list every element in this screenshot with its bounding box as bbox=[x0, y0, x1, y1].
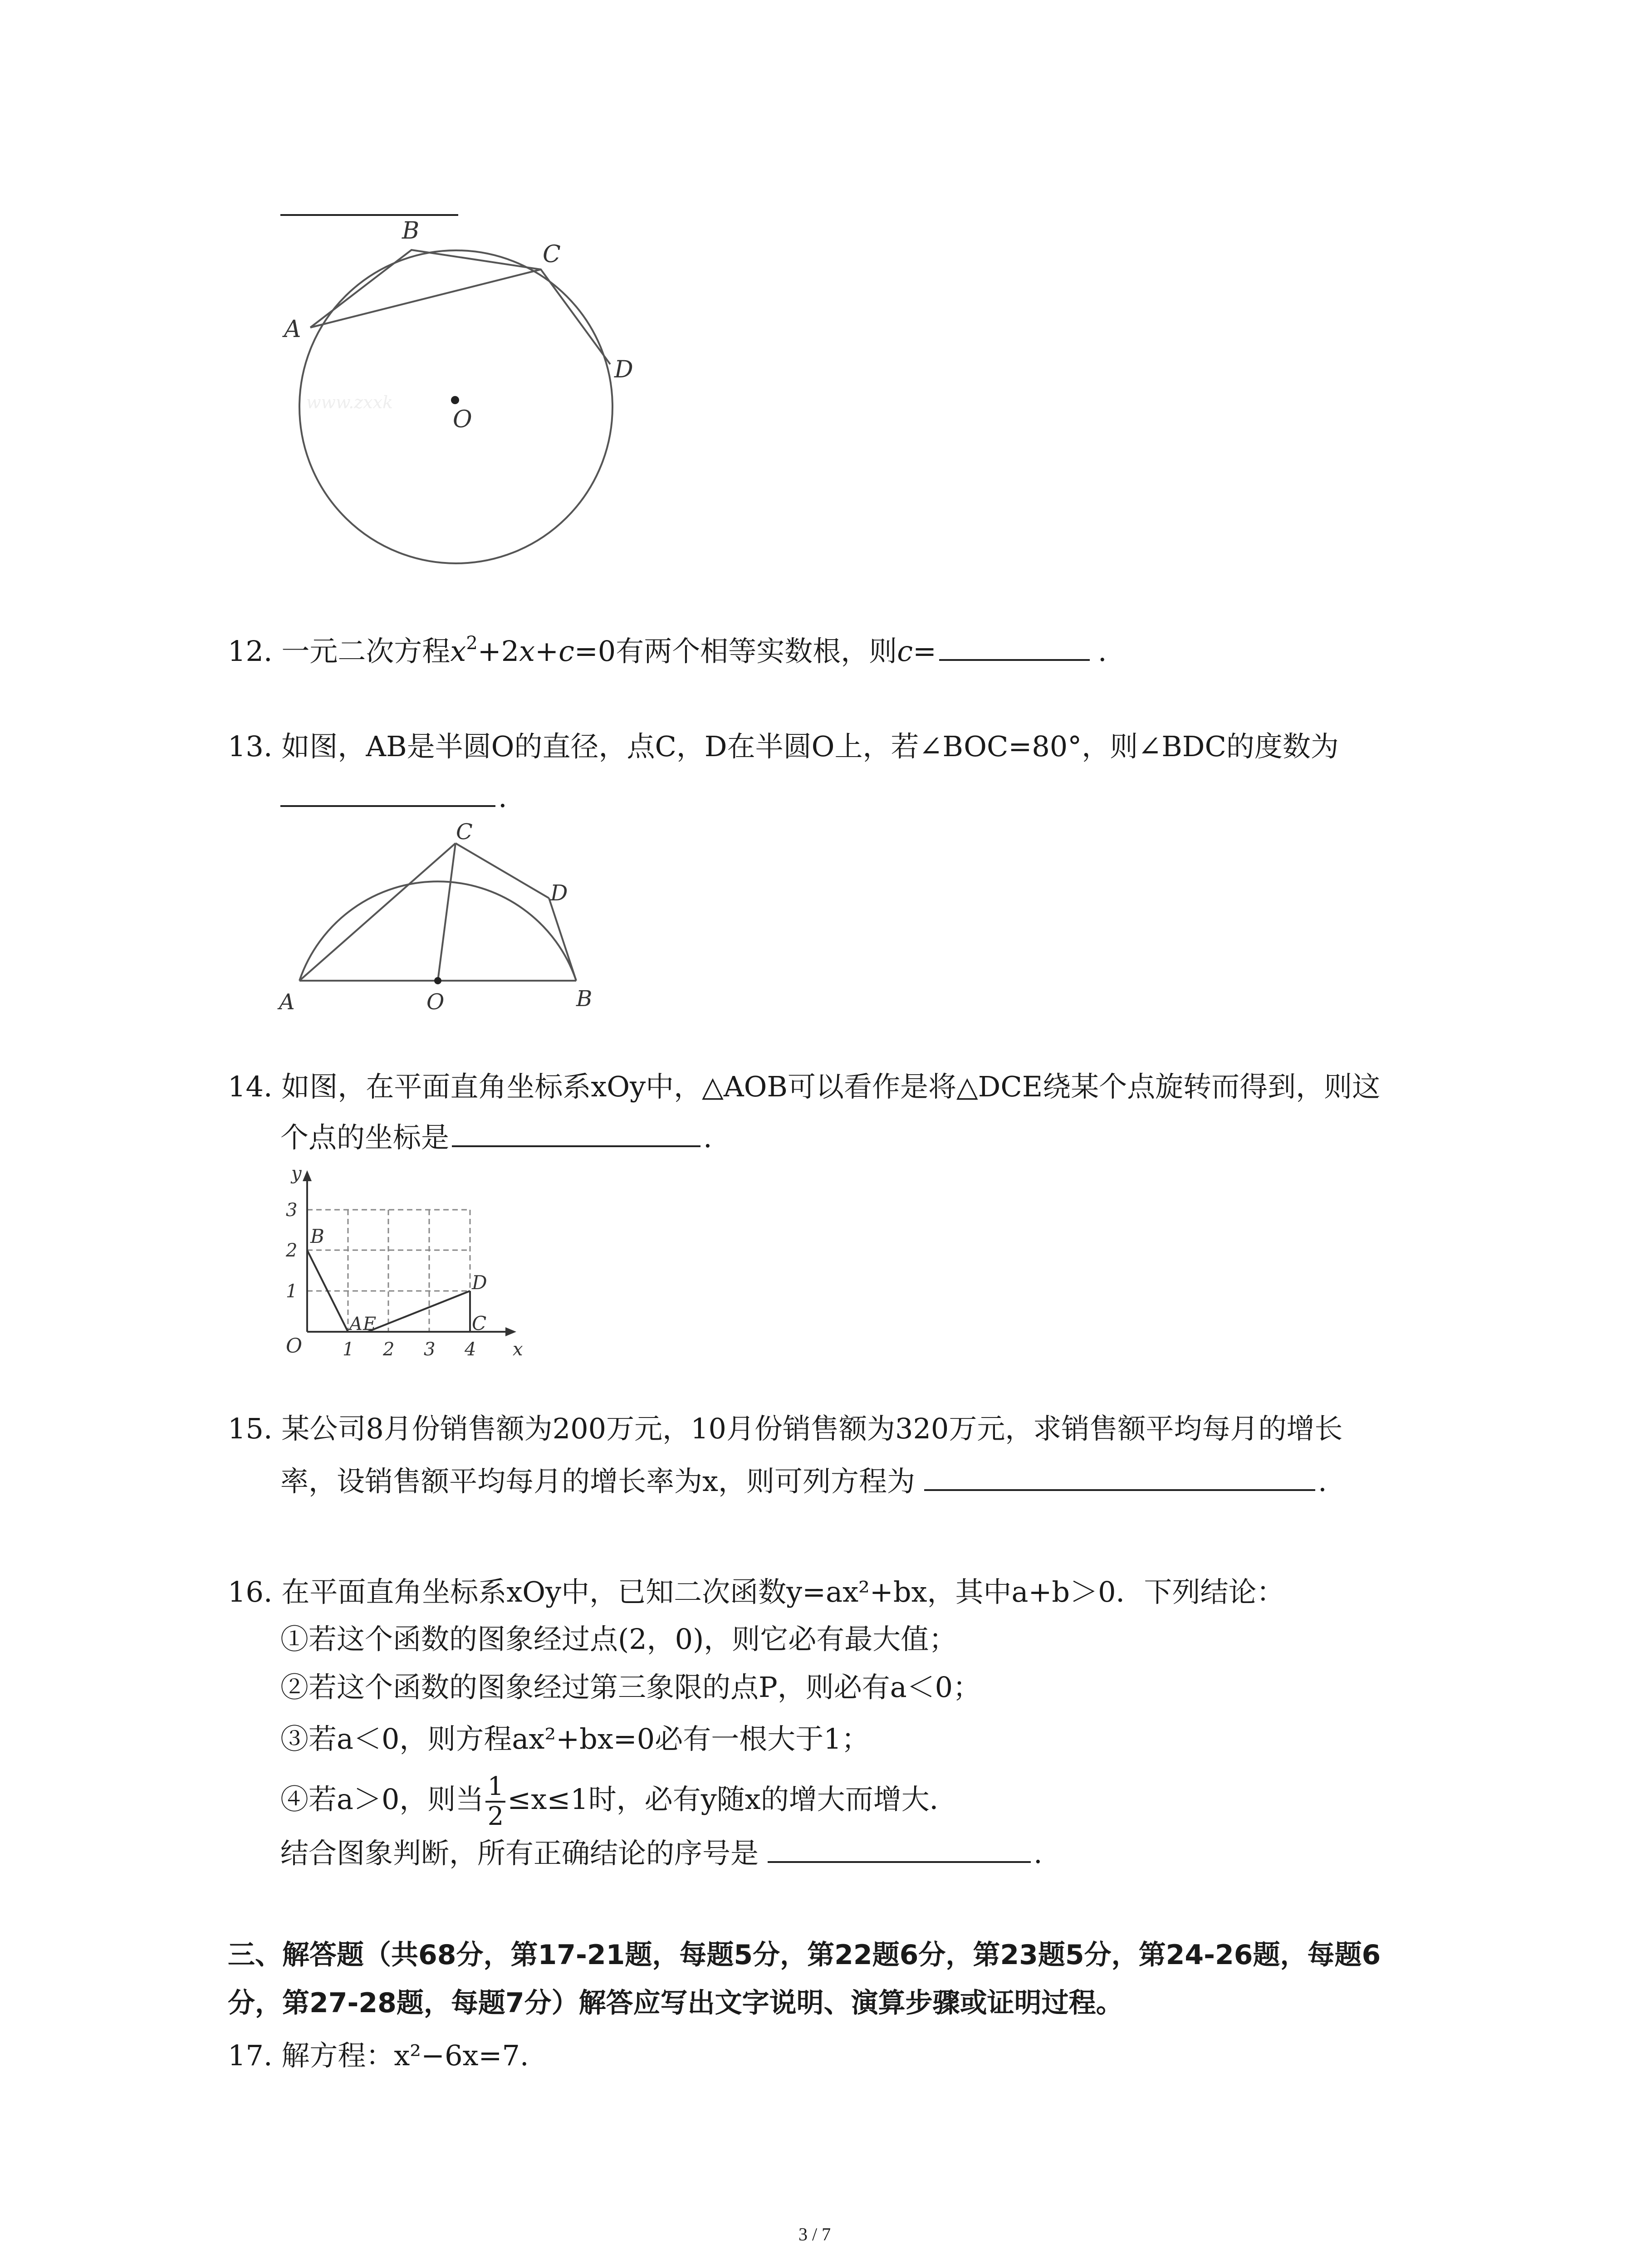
y-tick-1: 1 bbox=[286, 1281, 298, 1302]
label-a: A bbox=[279, 989, 295, 1015]
chord-cd bbox=[456, 843, 549, 898]
q12-text: =0有两个相等实数根，则 bbox=[574, 635, 897, 668]
x-axis-arrow bbox=[505, 1327, 516, 1336]
q12-text: + bbox=[535, 635, 559, 668]
q15-end: . bbox=[1318, 1465, 1327, 1498]
q16-conclusion bbox=[280, 1835, 1043, 1872]
x-tick-3: 3 bbox=[424, 1339, 436, 1360]
chord-db bbox=[549, 898, 576, 981]
answer-blank[interactable] bbox=[924, 1464, 1315, 1491]
chord-ac bbox=[299, 843, 456, 981]
label-o: O bbox=[453, 406, 472, 433]
page-number: 3 / 7 bbox=[798, 2224, 831, 2244]
question-13 bbox=[228, 728, 1339, 765]
x-tick-1: 1 bbox=[343, 1339, 354, 1360]
q14-line1: 如图，在平面直角坐标系xOy中，△AOB可以看作是将△DCE绕某个点旋转而得到，则这 bbox=[281, 1070, 1381, 1103]
label-c: C bbox=[456, 819, 473, 845]
q13-answer-line bbox=[280, 779, 507, 816]
q13-end: . bbox=[498, 781, 507, 814]
x-tick-4: 4 bbox=[465, 1339, 476, 1360]
label-a: A bbox=[284, 316, 301, 343]
denominator: 2 bbox=[487, 1802, 504, 1831]
q15-line2 bbox=[280, 1463, 1327, 1500]
q12-exponent: 2 bbox=[466, 633, 478, 654]
q12-var: x bbox=[450, 635, 466, 668]
axis-label-y: y bbox=[291, 1166, 302, 1184]
question-15 bbox=[228, 1411, 1342, 1447]
numerator: 1 bbox=[487, 1772, 504, 1801]
q17-text: 解方程：x²−6x=7. bbox=[281, 2039, 529, 2072]
q15-line1: 某公司8月份销售额为200万元，10月份销售额为320万元，求销售额平均每月的增长 bbox=[281, 1412, 1343, 1445]
answer-blank[interactable] bbox=[280, 780, 495, 807]
q16-end: . bbox=[1034, 1837, 1043, 1870]
section-heading: 三、解答题（共68分，第17-21题，每题5分，第22题6分，第23题5分，第24-26题，每题6 bbox=[228, 1939, 1381, 1971]
x-tick-2: 2 bbox=[383, 1339, 395, 1360]
question-number: 12. bbox=[228, 635, 273, 668]
q14-end: . bbox=[703, 1121, 712, 1154]
coordinate-figure bbox=[277, 1166, 531, 1365]
q12-var: c bbox=[558, 635, 574, 668]
question-14 bbox=[228, 1069, 1380, 1105]
q16-text: ≤x≤1时，必有y随x的增大而增大． bbox=[507, 1783, 958, 1816]
q16-item4 bbox=[280, 1773, 958, 1831]
answer-blank[interactable] bbox=[939, 634, 1090, 661]
label-o: O bbox=[426, 989, 445, 1015]
section-heading-cont: 分，第27-28题，每题7分）解答应写出文字说明、演算步骤或证明过程。 bbox=[228, 1987, 1123, 2019]
question-12 bbox=[228, 633, 1107, 670]
label-d: D bbox=[614, 356, 633, 383]
point-c: C bbox=[472, 1312, 487, 1334]
q16-item2: ②若这个函数的图象经过第三象限的点P，则必有a＜0； bbox=[280, 1671, 981, 1704]
label-b: B bbox=[576, 986, 593, 1012]
question-number: 16. bbox=[228, 1575, 273, 1608]
watermark: www.zxxk bbox=[306, 392, 393, 412]
q16-item1: ①若这个函数的图象经过点(2，0)，则它必有最大值； bbox=[280, 1623, 957, 1656]
point-a: A bbox=[349, 1314, 362, 1334]
q16-item3: ③若a＜0，则方程ax²+bx=0必有一根大于1； bbox=[280, 1722, 870, 1755]
y-tick-2: 2 bbox=[286, 1240, 298, 1261]
label-c: C bbox=[543, 241, 561, 268]
segment-ba bbox=[307, 1250, 348, 1332]
center-dot bbox=[434, 977, 441, 984]
point-e: E bbox=[363, 1314, 377, 1334]
semicircle-figure bbox=[272, 816, 617, 1021]
q16-line1: 在平面直角坐标系xOy中，已知二次函数y=ax²+bx，其中a+b＞0．下列结论： bbox=[281, 1575, 1285, 1608]
y-tick-3: 3 bbox=[286, 1200, 298, 1221]
q16-text: 结合图象判断，所有正确结论的序号是 bbox=[280, 1837, 759, 1870]
axis-label-x: x bbox=[513, 1339, 523, 1360]
label-d: D bbox=[550, 880, 568, 906]
question-number: 14. bbox=[228, 1070, 273, 1103]
q12-text: 一元二次方程 bbox=[281, 635, 451, 668]
dashed-grid bbox=[307, 1210, 470, 1332]
radius-oc bbox=[438, 843, 456, 981]
q12-text: = bbox=[912, 635, 936, 668]
q16-text: ④若a＞0，则当 bbox=[280, 1783, 484, 1816]
fraction-one-half bbox=[485, 1773, 505, 1831]
q13-line1: 如图，AB是半圆O的直径，点C，D在半圆O上，若∠BOC=80°，则∠BDC的度数为 bbox=[281, 730, 1339, 763]
label-b: B bbox=[402, 217, 420, 244]
y-axis-arrow bbox=[303, 1170, 312, 1181]
question-number: 15. bbox=[228, 1412, 273, 1445]
point-b: B bbox=[310, 1225, 324, 1247]
q14-text: 个点的坐标是 bbox=[280, 1121, 450, 1154]
semicircle-arc bbox=[299, 881, 576, 981]
q12-text: +2 bbox=[477, 635, 519, 668]
point-d: D bbox=[472, 1271, 487, 1294]
chord-abcd bbox=[310, 250, 610, 364]
origin-label: O bbox=[286, 1334, 303, 1358]
question-number: 17. bbox=[228, 2039, 273, 2072]
circle-figure bbox=[272, 209, 662, 572]
question-16 bbox=[228, 1574, 1285, 1610]
answer-blank[interactable] bbox=[452, 1120, 700, 1147]
center-dot bbox=[451, 396, 459, 404]
question-17 bbox=[228, 2038, 529, 2074]
segment-ed bbox=[367, 1291, 470, 1332]
question-number: 13. bbox=[228, 730, 273, 763]
chord-ac bbox=[310, 269, 541, 327]
answer-blank[interactable] bbox=[768, 1836, 1031, 1863]
q15-text: 率，设销售额平均每月的增长率为x，则可列方程为 bbox=[280, 1465, 915, 1498]
q14-line2 bbox=[280, 1119, 712, 1156]
q12-var: c bbox=[897, 635, 913, 668]
q12-end: . bbox=[1097, 635, 1107, 668]
q12-var: x bbox=[519, 635, 535, 668]
